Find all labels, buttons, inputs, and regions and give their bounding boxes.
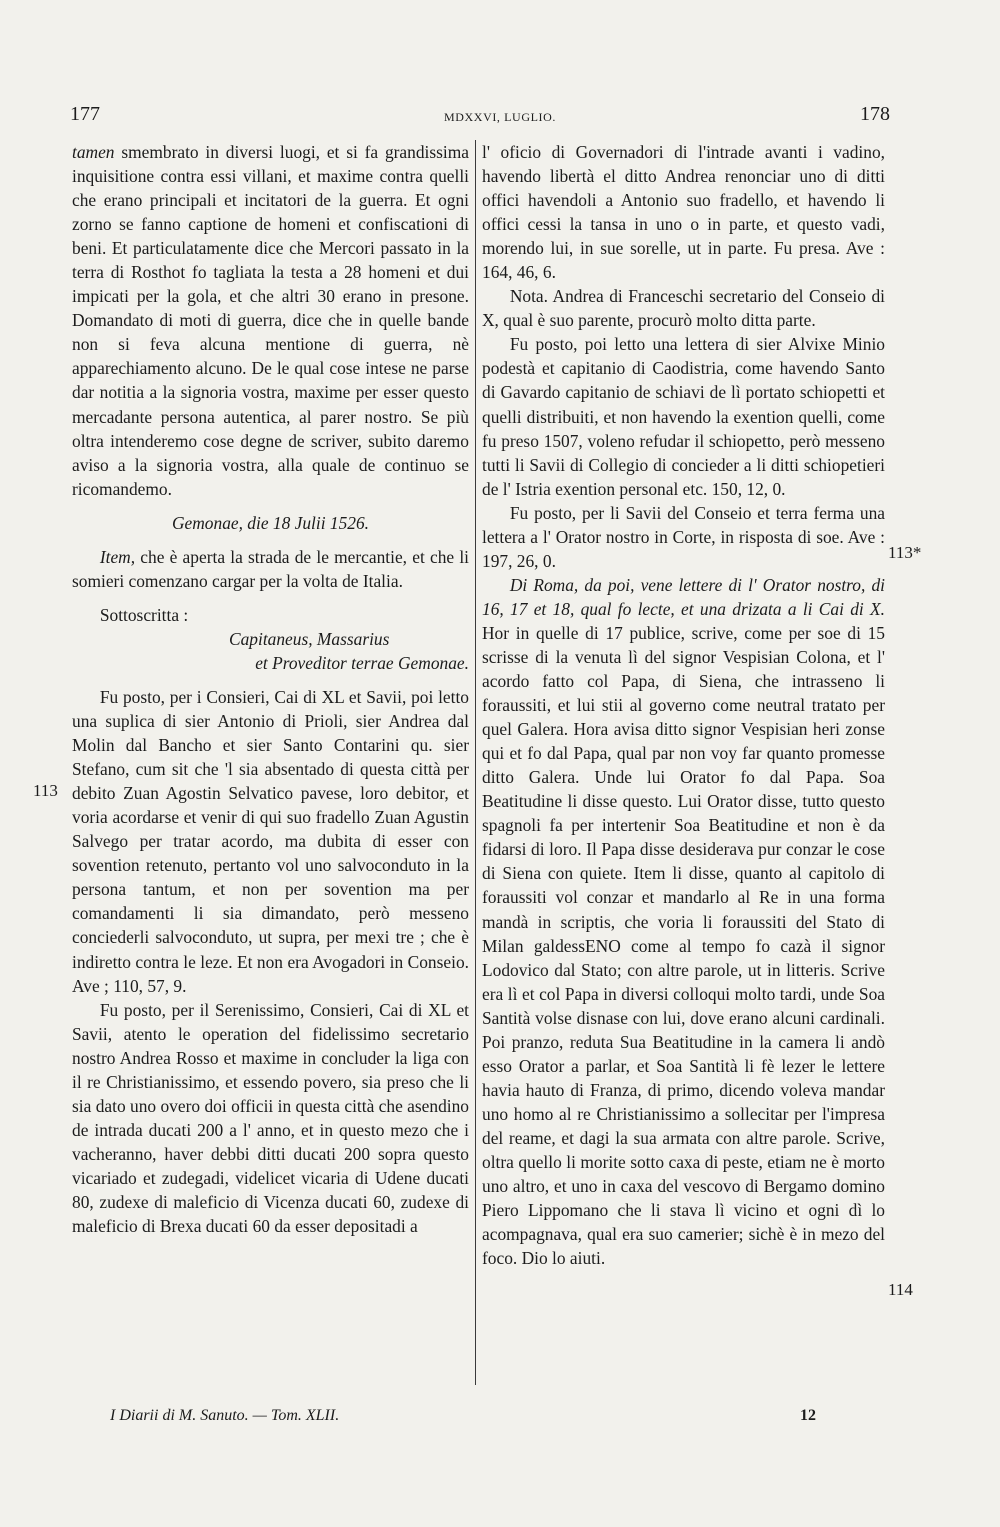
paragraph — [72, 545, 469, 593]
margin-note: 113 — [33, 781, 58, 800]
margin-note: 114 — [888, 1280, 913, 1299]
italic-lead: Item, — [99, 546, 136, 567]
paragraph: Fu posto, poi letto una lettera di sier Alvixe Minio podestà et capitanio di Caodistria, come havendo Santo di Gavardo capitanio de schiavi de lì portato schiopetti et quelli distribuiti, et non havendo la exention quelli, come fu preso 1507, voleno refudar il schiopetto, però messeno tutti li Savii di Collegio di concieder a li ditti schiopetieri de l' Istria exention personal etc. 150, 12, 0. — [482, 334, 885, 499]
dateline: Gemonae, die 18 Julii 1526. — [171, 512, 370, 533]
paragraph — [72, 140, 469, 501]
paragraph: Fu posto, per il Serenissimo, Consieri, Cai di XL et Savii, atento le operation del fidelissimo secretario nostro Andrea Rosso et maxime in concluder la liga con il re Christianissimo, et essendo povero, sia preso che li sia dato uno overo doi officii in questa città che asendino de intrada ducati 200 a l' anno, et in questo mezo che i vacheranno, haver debbi ditti ducati 200 sopra questo vicariado et zudegadi, videlicet vicaria di Udene ducati 80, zudexe di maleficio di Vicenza ducati 60, zudexe di maleficio di Brexa ducati 60 da esser depositadi a — [72, 999, 469, 1237]
italic-lead: Di Roma, da poi, vene lettere di l' Orator nostro, di 16, 17 et 18, qual fo lecte, et una drizata a li Cai di X. — [482, 574, 885, 619]
running-title: MDXXVI, LUGLIO. — [444, 110, 556, 124]
paragraph: l' oficio di Governadori di l'intrade avanti i vadino, havendo libertà el ditto Andrea renonciar uno di ditti offici havendoli a Antonio suo fradello, et havendo li offici cessi la tansa in uno o in parte, et questo vadi, morendo lui, in sue sorelle, ut in parte. Fu presa. Ave : 164, 46, 6. — [482, 142, 885, 283]
column-divider — [475, 140, 476, 1385]
footer-title: I Diarii di M. Sanuto. — Tom. XLII. — [110, 1407, 340, 1424]
paragraph-text: smembrato in diversi luogi, et si fa grandissima inquisitione contra essi villani, et maxime contra quelli che erano principali et incitatori de la guerra. Et ogni zorno se fanno captione de homeni et confiscationi di beni. Et particulatamente dice che Mercori passato in la terra di Rosthot fo tagliata la testa a 28 homeni et dui impicati per la gola, et che altri 30 erano in presone. Domandato di moti di guerra, dice che in quelle bande non si feva alcuna mentione di guerra, nè apparechiamento alcuno. De le qual cose intese ne parse dar notitia a la signoria vostra, maxime per esser questo mercadante persona autentica, al parer nostro. Se più oltra intenderemo cose degne de scriver, subito daremo aviso a la signoria vostra, alla quale de continuo se ricomandemo. — [72, 142, 469, 499]
signature-line: Capitaneus, Massarius — [229, 628, 390, 649]
italic-lead: tamen — [72, 142, 115, 162]
paragraph — [482, 573, 885, 1270]
page-number-left: 177 — [70, 103, 100, 125]
page-number-right: 178 — [860, 103, 890, 125]
signature-line: et Proveditor terrae Gemonae. — [255, 652, 469, 673]
paragraph: Fu posto, per i Consieri, Cai di XL et Savii, poi letto una suplica di sier Antonio di Prioli, sier Andrea dal Molin dal Bancho et sier Santo Contarini qu. sier Stefano, cum sit che 'l sia absentado di questa città per debito Zuan Agostin Selvatico pavese, loro debitor, et voria acordarse et venir di qui suo fradello Zuan Agustin Salvego per tratar acordo, ma dubita di esser con sovention retenuto, pertanto vol uno salvoconduto in la persona tantum, et non per sovention ma per comandamenti li sia dimandato, però messeno conciederli salvoconduto, ut supra, per mexi tre ; che è indiretto contra le leze. Et non era Avogadori in Conseio. Ave ; 110, 57, 9. — [72, 686, 469, 996]
paragraph: Nota. Andrea di Franceschi secretario del Conseio di X, qual è suo parente, procurò molto ditta parte. — [482, 286, 885, 331]
left-column — [72, 140, 469, 1238]
paragraph-text: che è aperta la strada de le mercantie, et che li somieri comenzano cargar per la volta de Italia. — [72, 546, 469, 591]
right-column — [482, 140, 885, 1270]
signature-label: Sottoscritta : — [99, 604, 189, 625]
margin-note: 113* — [888, 543, 922, 562]
signature-mark: 12 — [800, 1407, 816, 1424]
paragraph-text: Hor in quelle di 17 publice, scrive, come per soe di 15 scrisse di la venuta lì del signor Vespisian Colona, et l' acordo fatto col Papa, di Siena, che intrasseno li foraussiti, et lui stii al governo come neutral tratato per quel Galera. Hora avisa ditto signor Vespisian heri zonse qui et fo dal Papa, qual par non voy far quanto promesse ditto Galera. Unde lui Orator fo dal Papa. Soa Beatitudine li disse questo. Lui Orator disse, tutto questo spagnoli fa per intertenir Soa Beatitudine et non è da fidarsi di loro. Il Papa disse desiderava pur conzar le cose di Siena con quiete. Item li disse, quanto al capitolo di foraussiti vol conzar et mandarlo al Re in una forma mandà in scriptis, che voria li foraussiti del Stato di Milan galdessENO come al tempo fo cazà il signor Lodovico dal Stato; con altre parole, ut in litteris. Scrive era lì et col Papa in diversi colloqui molto tardi, unde Soa Santità volse disnase con lui, dove erano alcuni cardinali. Poi pranzo, reduta Sua Beatitudine in la camera li andò esso Orator a parlar, et Soa Santità li fè lezer le lettere havia hauto di Franza, di primo, dicendo voleva mandar uno homo al re Christianissimo a sollecitar per l'impresa del reame, et dagi la sua armata con altre parole. Scrive, oltra quello li morite sotto caxa di peste, etiam ne è morto uno altro, et uno in caxa del vescovo di Bergamo domino Piero Lippomano che li stava lì vicino et ogni dì lo acompagnava, qual era suo camerier; sichè è in mezo del foco. Dio lo aiuti. — [482, 622, 885, 1269]
paragraph: Fu posto, per li Savii del Conseio et terra ferma una lettera a l' Orator nostro in Corte, in risposta di soe. Ave : 197, 26, 0. — [482, 502, 885, 571]
